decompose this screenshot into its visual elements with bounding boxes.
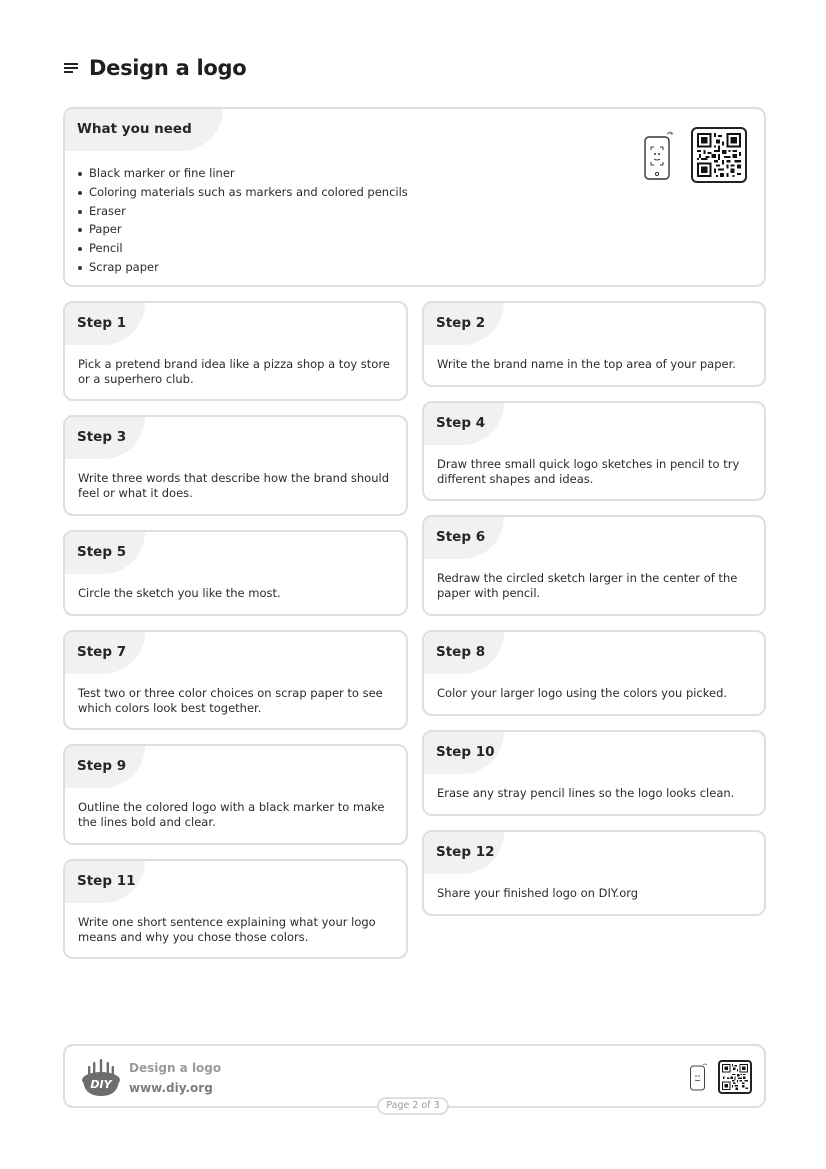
step-text: Circle the sketch you like the most. [78,586,281,600]
footer-url[interactable]: www.diy.org [129,1081,213,1095]
phone-scan-icon [689,1062,709,1092]
page-title: Design a logo [89,56,247,80]
step-label: Step 3 [65,417,145,459]
step-card-3 [63,415,408,516]
step-card-6 [422,515,766,616]
step-card-5 [63,530,408,616]
list-item: Black marker or fine liner [89,164,408,183]
step-text: Write three words that describe how the brand should feel or what it does. [78,471,389,500]
materials-list [77,164,408,277]
step-card-12 [422,830,766,916]
footer-title: Design a logo [129,1061,222,1075]
menu-lines-icon [64,62,78,74]
list-item: Pencil [89,239,408,258]
step-label: Step 5 [65,532,145,574]
list-item: Paper [89,220,408,239]
footer-qr-code[interactable] [718,1060,752,1094]
qr-code-icon [722,1064,748,1090]
step-label: Step 7 [65,632,145,674]
diy-logo [79,1056,123,1098]
step-label: Step 6 [424,517,504,559]
step-label: Step 8 [424,632,504,674]
step-label: Step 12 [424,832,504,874]
materials-card [63,107,766,287]
step-card-11 [63,859,408,959]
step-label: Step 11 [65,861,145,903]
step-label: Step 1 [65,303,145,345]
step-text: Outline the colored logo with a black marker to make the lines bold and clear. [78,800,385,829]
qr-code-icon [697,133,741,177]
step-text: Test two or three color choices on scrap paper to see which colors look best together. [78,686,383,715]
materials-heading: What you need [65,109,223,151]
qr-code[interactable] [691,127,747,183]
step-text: Write the brand name in the top area of your paper. [437,357,736,371]
step-label: Step 4 [424,403,504,445]
step-label: Step 2 [424,303,504,345]
step-text: Share your finished logo on DIY.org [437,886,639,900]
page-header [64,54,246,82]
step-label: Step 10 [424,732,504,774]
step-card-9 [63,744,408,845]
diy-logo-text: DIY [90,1078,112,1091]
step-text: Color your larger logo using the colors you picked. [437,686,728,700]
step-text: Redraw the circled sketch larger in the center of the paper with pencil. [437,571,738,600]
list-item: Scrap paper [89,258,408,277]
list-item: Coloring materials such as markers and colored pencils [89,183,408,202]
step-text: Erase any stray pencil lines so the logo looks clean. [437,786,735,800]
step-card-4 [422,401,766,501]
page-number: Page 2 of 3 [377,1097,449,1115]
step-card-1 [63,301,408,401]
step-text: Draw three small quick logo sketches in pencil to try different shapes and ideas. [437,457,740,486]
phone-scan-icon [643,129,675,181]
step-label: Step 9 [65,746,145,788]
step-text: Write one short sentence explaining what your logo means and why you chose those colors. [78,915,376,944]
step-card-2 [422,301,766,387]
list-item: Eraser [89,202,408,221]
step-card-10 [422,730,766,816]
step-card-8 [422,630,766,716]
step-card-7 [63,630,408,730]
step-text: Pick a pretend brand idea like a pizza shop a toy store or a superhero club. [78,357,390,386]
